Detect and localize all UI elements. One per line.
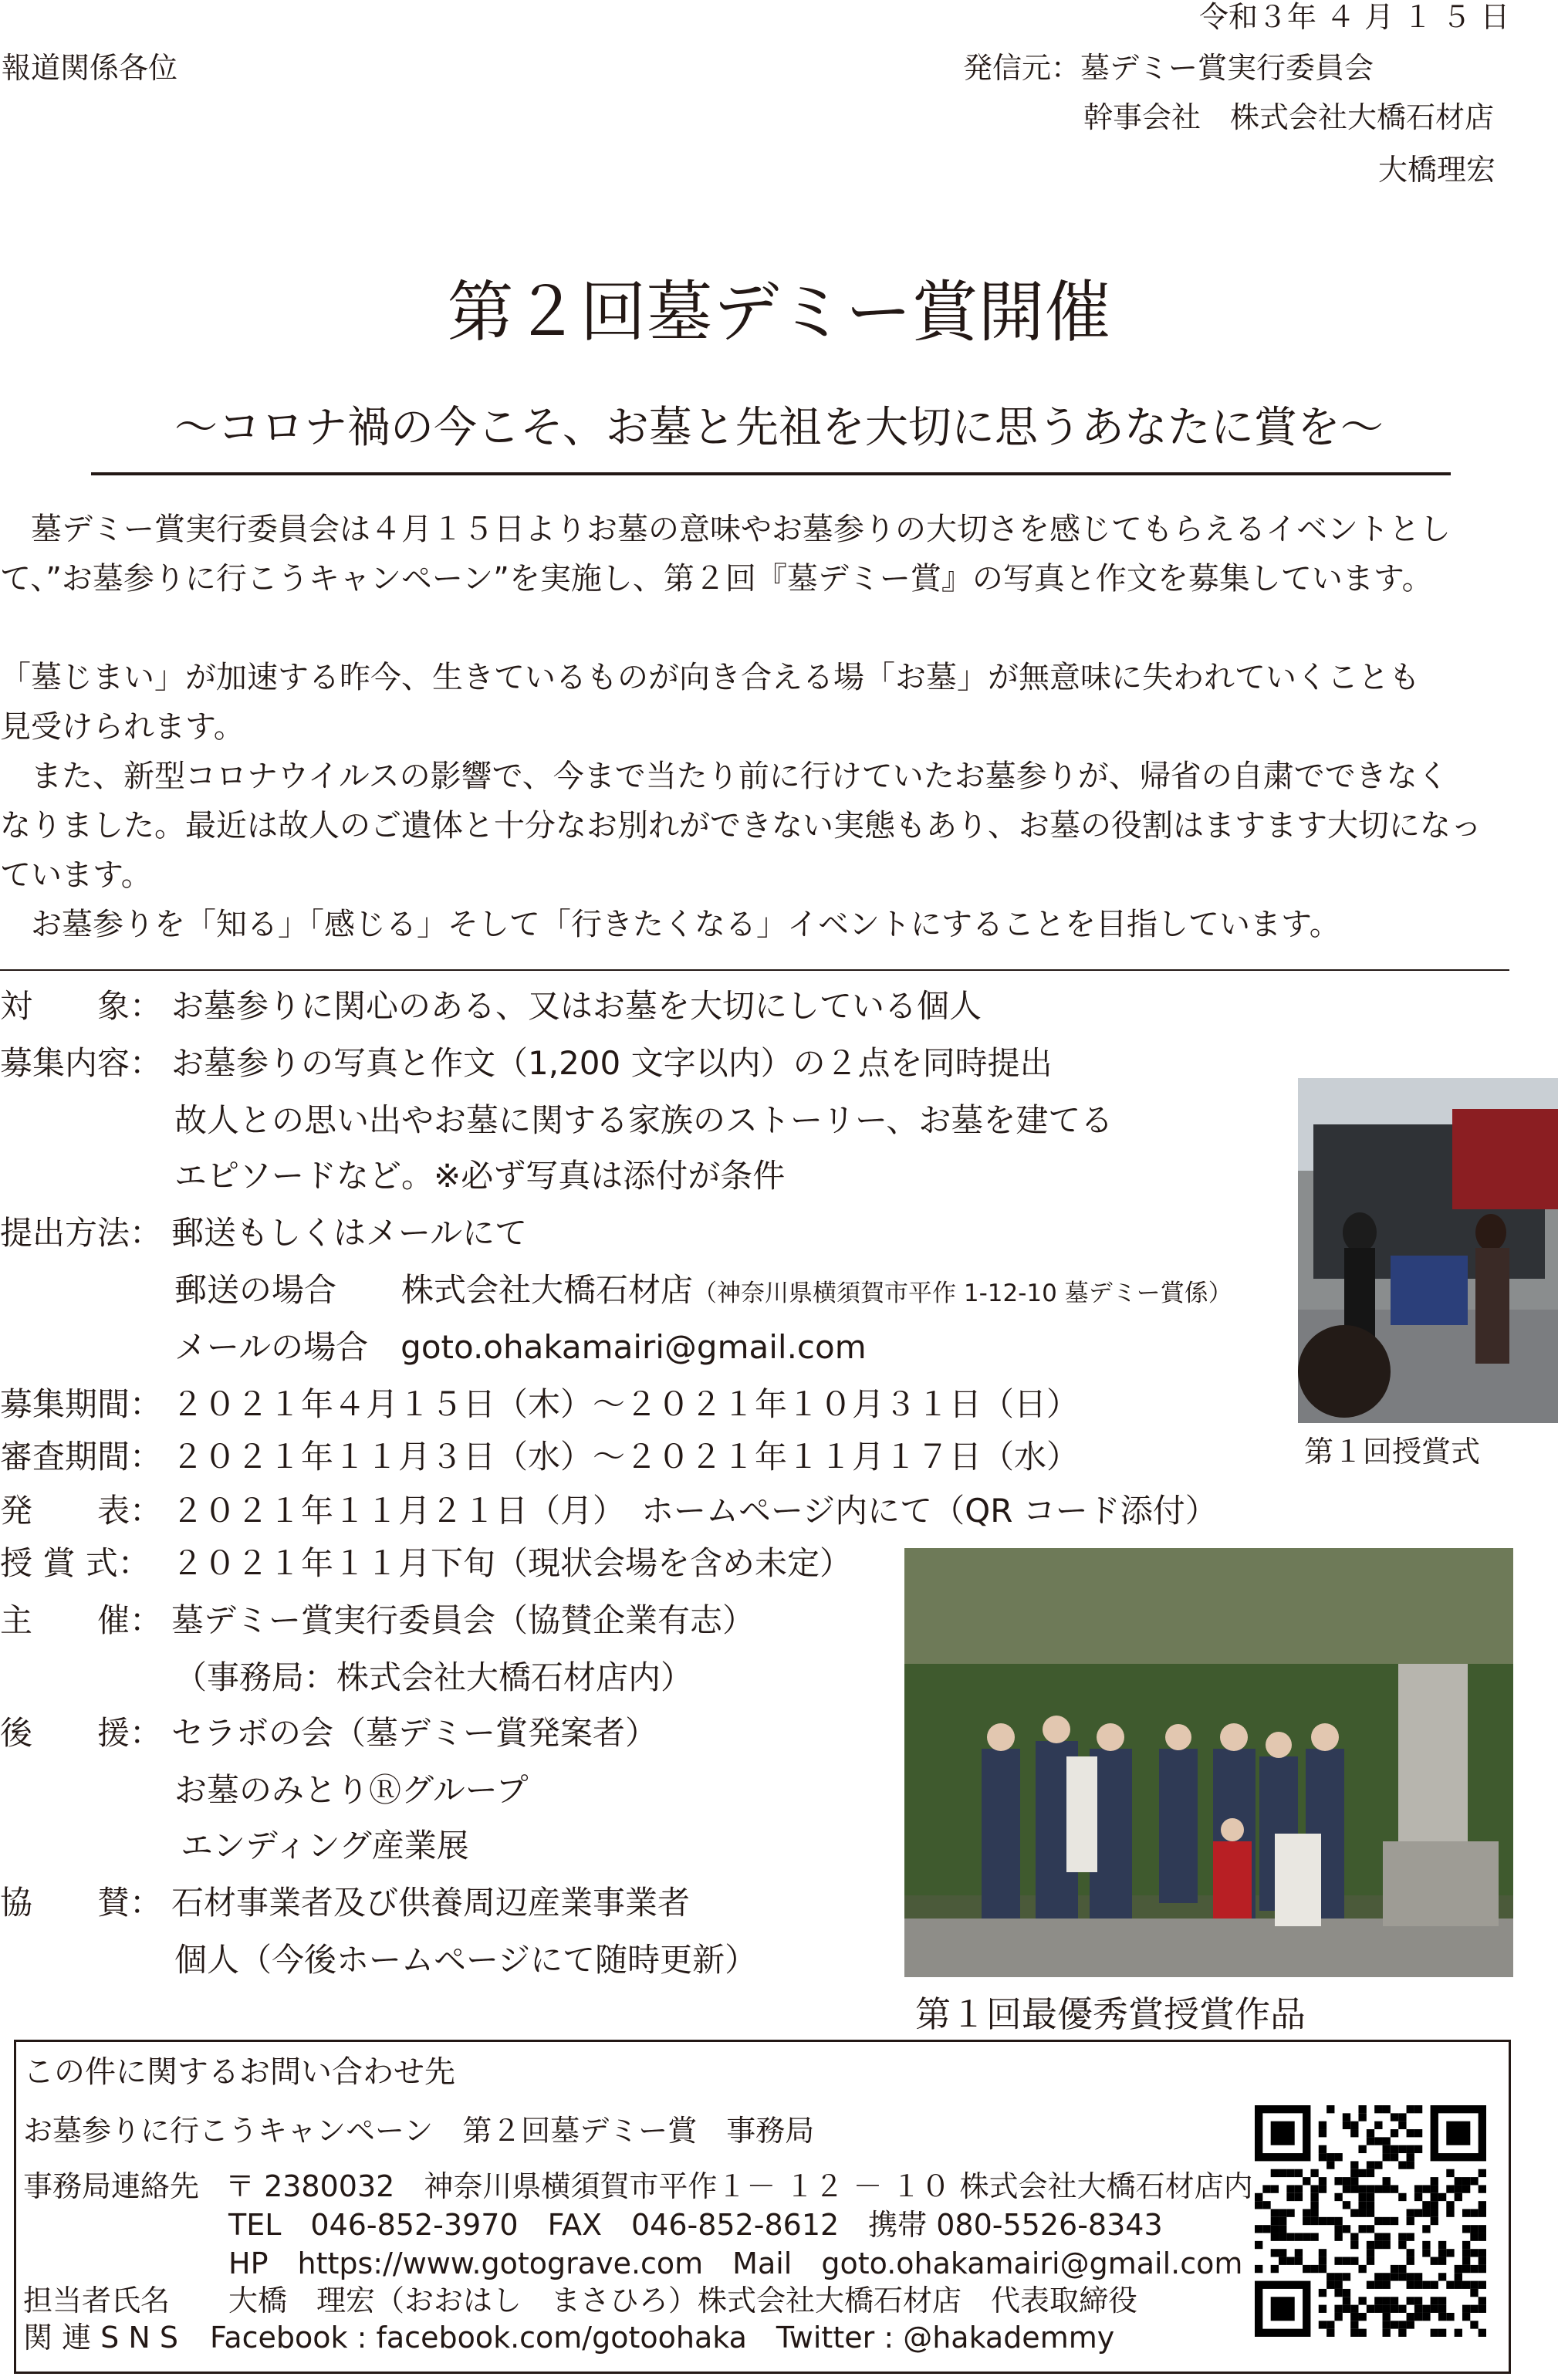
qr-code[interactable] [1255,2105,1486,2337]
method-post: 郵送の場合 株式会社大橋石材店（神奈川県横須賀市平作 1-12-10 墓デミー賞係） [174,1271,1232,1309]
winning-photo [904,1548,1513,1977]
host-row: 主 催： 墓デミー賞実行委員会（協賛企業有志） [0,1601,755,1639]
photo-caption-ceremony: 第１回授賞式 [1304,1435,1481,1469]
award-ceremony-photo [1298,1078,1558,1423]
sponsor-line-2: 個人（今後ホームページにて随時更新） [174,1941,758,1979]
support-line-2: お墓のみとりⓇグループ [174,1771,529,1809]
method-email: メールの場合 goto.ohakamairi@gmail.com [174,1328,867,1366]
contact-sns: Facebook : facebook.com/gotoohaka Twitter : @hakademmy [210,2321,1115,2355]
contact-phones: TEL 046-852-3970 FAX 046-852-8612 携帯 080-5526-8343 [228,2208,1163,2242]
contact-person-label: 担当者氏名 [23,2284,171,2317]
section-divider [0,969,1509,971]
support-row: 後 援： セラボの会（墓デミー賞発案者） [0,1714,658,1752]
addressee: 報道関係各位 [2,51,178,85]
para-line: また、新型コロナウイルスの影響で、今まで当たり前に行けていたお墓参りが、帰省の自粛でできなく [0,759,1448,794]
sponsor-row: 協 賛： 石材事業者及び供養周辺産業事業者 [0,1884,691,1922]
method-row: 提出方法： 郵送もしくはメールにて [0,1214,528,1252]
content-row: 募集内容： お墓参りの写真と作文（1,200 文字以内）の２点を同時提出 [0,1044,1053,1082]
para-line: て、”お墓参りに行こうキャンペーン”を実施し、第２回『墓デミー賞』の写真と作文を募集しています。 [0,561,1433,597]
contact-web: HP https://www.gotograve.com Mail goto.ohakamairi@gmail.com [228,2246,1243,2280]
intro-paragraphs [0,505,1536,949]
date: 令和３年 ４ 月 １ ５ 日 [1199,0,1510,34]
review-row: 審査期間： ２０２１年１１月３日（水）～２０２１年１１月１７日（水） [0,1438,1080,1476]
period-row: 募集期間： ２０２１年４月１５日（木）～２０２１年１０月３１日（日） [0,1385,1080,1423]
contact-heading: この件に関するお問い合わせ先 [23,2054,455,2090]
announce-row: 発 表： ２０２１年１１月２１日（月） ホームページ内にて（QR コード添付） [0,1492,1218,1530]
content-line-3: エピソードなど。※必ず写真は添付が条件 [174,1157,786,1195]
photo-caption-winner: 第１回最優秀賞授賞作品 [915,1993,1306,2035]
para-line: 見受けられます。 [0,709,245,745]
content-line-2: 故人との思い出やお墓に関する家族のストーリー、お墓を建てる [174,1101,1114,1139]
contact-person: 大橋 理宏（おおはし まさひろ）株式会社大橋石材店 代表取締役 [228,2284,1138,2317]
contact-addr-label: 事務局連絡先 [23,2169,200,2203]
support-line-3: エンディング産業展 [181,1827,469,1864]
para-line: なりました。最近は故人のご遺体と十分なお別れができない実態もあり、お墓の役割はますます大切になっ [0,808,1482,843]
sender: 発信元：墓デミー賞実行委員会 [963,51,1374,85]
ceremony-row: 授 賞 式： ２０２１年１１月下旬（現状会場を含め未定） [0,1544,853,1582]
page-subtitle: 〜コロナ禍の今こそ、お墓と先祖を大切に思うあなたに賞を〜 [174,403,1384,453]
subtitle-underline [91,472,1451,475]
contact-sns-label: 関 連 S N S [23,2321,178,2355]
para-line: 墓デミー賞実行委員会は４月１５日よりお墓の意味やお墓参りの大切さを感じてもらえるイベントとし [0,512,1451,547]
target-row: 対 象： お墓参りに関心のある、又はお墓を大切にしている個人 [0,987,982,1025]
host-line-2: （事務局：株式会社大橋石材店内） [174,1658,694,1696]
para-line: ています。 [0,857,152,893]
contact-office: お墓参りに行こうキャンペーン 第２回墓デミー賞 事務局 [23,2114,815,2148]
para-line: 「墓じまい」が加速する昨今、生きているものが向き合える場「お墓」が無意味に失われていくことも [0,660,1420,695]
para-line: お墓参りを「知る」「感じる」そして「行きたくなる」イベントにすることを目指しています。 [0,907,1340,942]
contact-address: 〒 2380032 神奈川県横須賀市平作１－ １２ － １０ 株式会社大橋石材店内 [225,2169,1253,2203]
page-title: 第２回墓デミー賞開催 [447,274,1111,351]
organizer-person: 大橋理宏 [1378,153,1496,187]
organizer-company: 幹事会社 株式会社大橋石材店 [1083,100,1495,134]
